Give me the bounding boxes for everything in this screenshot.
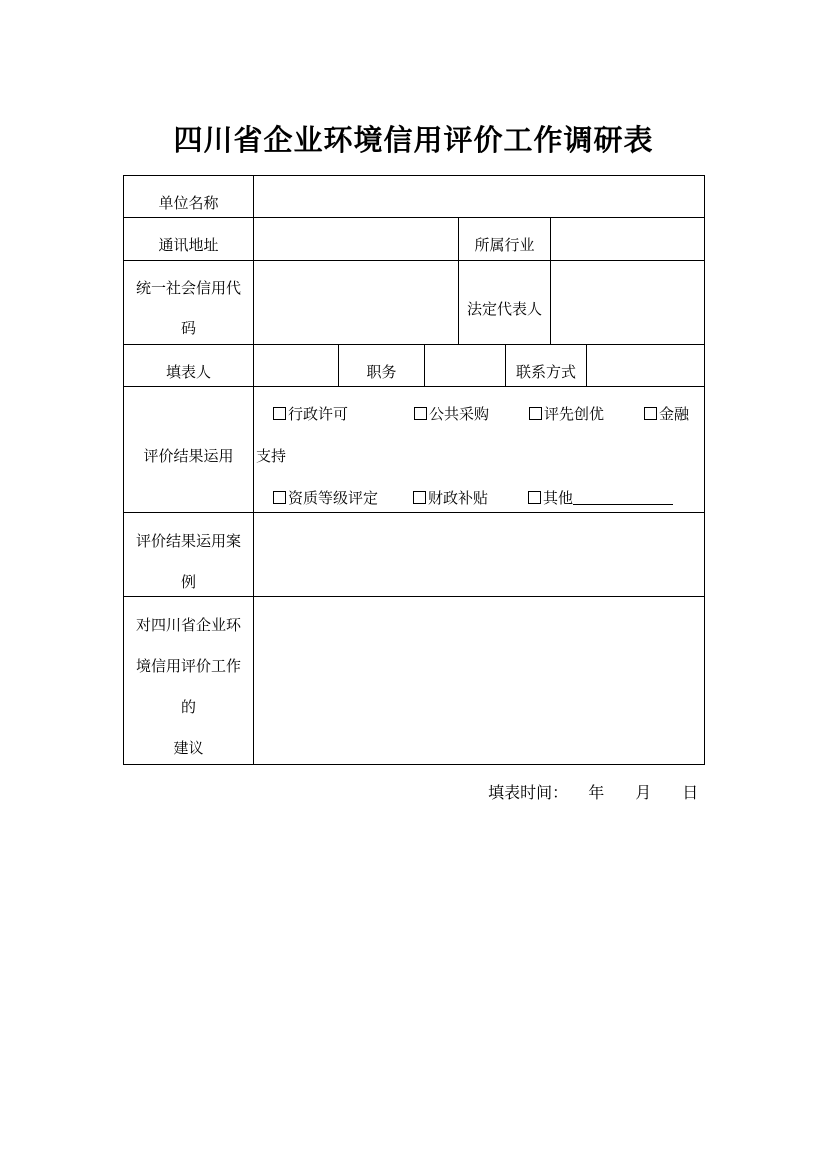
- industry-label: 所属行业: [474, 236, 535, 254]
- cases-field[interactable]: [254, 513, 704, 596]
- fill-date-year: 年: [588, 783, 605, 802]
- option-other[interactable]: 其他: [528, 488, 673, 508]
- credit-code-label: [124, 278, 253, 338]
- fill-date-label: 填表时间：: [488, 783, 569, 802]
- suggestions-field[interactable]: [254, 597, 704, 764]
- option-fiscal-subsidy[interactable]: 财政补贴: [413, 488, 488, 508]
- option-awards[interactable]: 评先创优: [529, 404, 604, 424]
- legal-rep-field[interactable]: [551, 261, 704, 344]
- suggestions-label-line3: 的: [180, 698, 196, 716]
- fill-date-day: 日: [682, 783, 699, 802]
- position-field[interactable]: [425, 345, 505, 386]
- unit-name-label: 单位名称: [158, 194, 219, 212]
- cases-label-line1: 评价结果运用案: [135, 532, 241, 550]
- legal-rep-label: 法定代表人: [466, 300, 542, 318]
- option-qualification-rating[interactable]: 资质等级评定: [273, 488, 378, 508]
- option-administrative-license[interactable]: 行政许可: [273, 404, 348, 424]
- checkbox-icon[interactable]: [273, 407, 286, 420]
- suggestions-label-line1: 对四川省企业环: [135, 616, 241, 634]
- option-financial-support[interactable]: 金融: [644, 404, 689, 424]
- contact-field[interactable]: [587, 345, 704, 386]
- filler-label: 填表人: [165, 363, 211, 381]
- position-label: 职务: [366, 363, 397, 381]
- address-label: 通讯地址: [158, 236, 219, 254]
- checkbox-icon[interactable]: [414, 407, 427, 420]
- suggestions-label-line4: 建议: [173, 739, 204, 757]
- table-border: [704, 175, 705, 765]
- checkbox-icon[interactable]: [528, 491, 541, 504]
- checkbox-icon[interactable]: [273, 491, 286, 504]
- checkbox-icon[interactable]: [413, 491, 426, 504]
- option-financial-support-wrap: 支持: [256, 447, 287, 465]
- fill-date-month: 月: [635, 783, 652, 802]
- usage-label: 评价结果运用: [143, 447, 234, 465]
- suggestions-label: [124, 615, 253, 758]
- suggestions-label-line2: 境信用评价工作: [135, 657, 241, 675]
- cases-label: [124, 531, 253, 592]
- contact-label: 联系方式: [515, 363, 576, 381]
- fill-date: [478, 760, 698, 804]
- checkbox-icon[interactable]: [644, 407, 657, 420]
- page-title: 四川省企业环境信用评价工作调研表: [173, 123, 654, 157]
- other-text-field[interactable]: [573, 490, 673, 505]
- option-public-procurement[interactable]: 公共采购: [414, 404, 489, 424]
- credit-code-field[interactable]: [254, 261, 458, 344]
- address-field[interactable]: [254, 218, 458, 260]
- unit-name-field[interactable]: [254, 176, 704, 217]
- table-border: [123, 386, 705, 387]
- industry-field[interactable]: [551, 218, 704, 260]
- credit-code-label-line1: 统一社会信用代: [135, 279, 241, 297]
- credit-code-label-line2: 码: [180, 319, 196, 337]
- filler-field[interactable]: [254, 345, 338, 386]
- checkbox-icon[interactable]: [529, 407, 542, 420]
- cases-label-line2: 例: [180, 573, 196, 591]
